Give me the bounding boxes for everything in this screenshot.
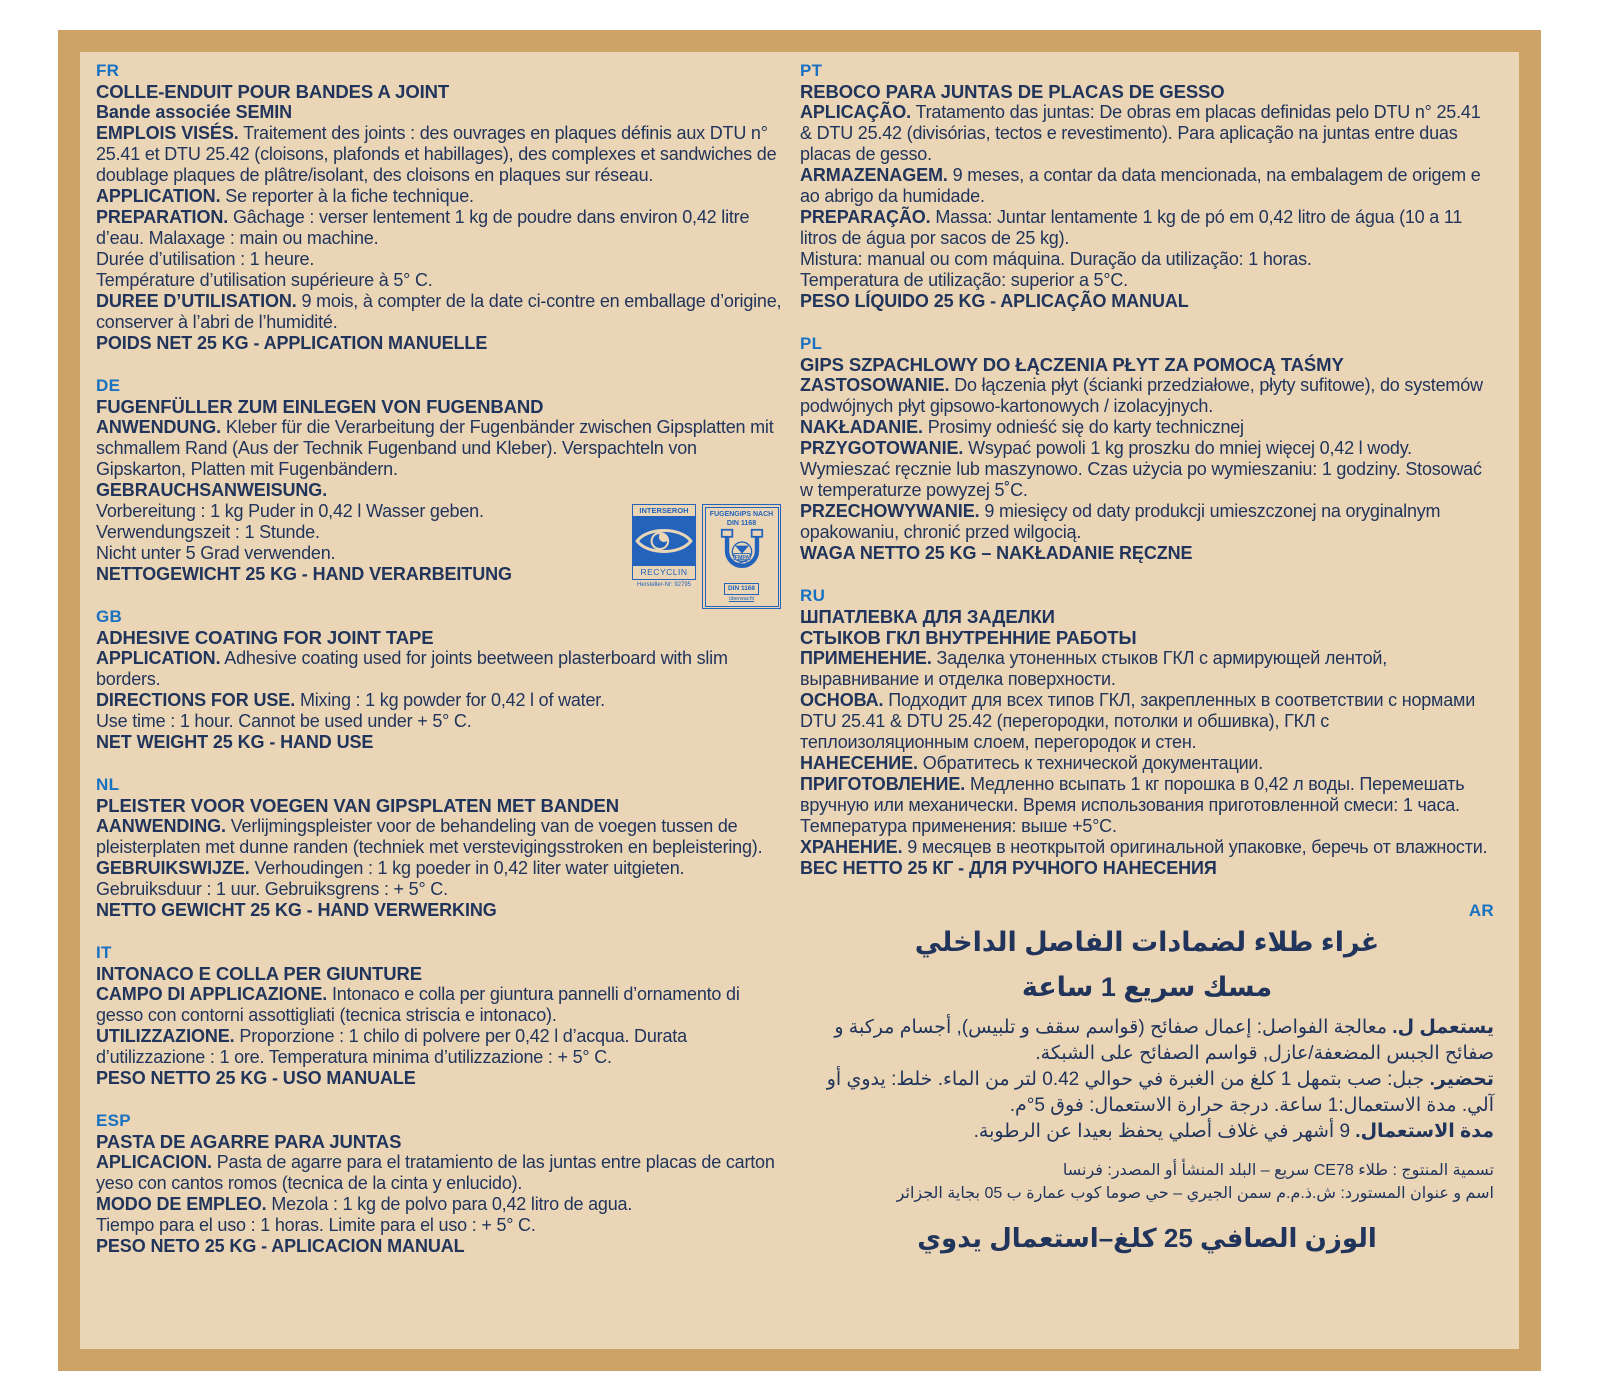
- section-pl: [800, 333, 1494, 564]
- paragraph-text-ar: معالجة الفواصل: إعمال صفائح (قواسم سقف و تلبيس), أجسام مركبة و صفائح الجبس المضعفة/عازل, قواسم الصفائح على الشبكة.: [834, 1017, 1494, 1064]
- paragraph-text-ru: Заделка утоненных стыков ГКЛ с армирующей лентой, выравнивание и отделка поверхности.: [800, 648, 1388, 689]
- paragraph-pl: [800, 543, 1494, 564]
- section-gb: [96, 606, 784, 753]
- paragraph-text-pt: Temperatura de utilização: superior a 5°C.: [800, 270, 1128, 290]
- paragraph-pt: [800, 270, 1494, 291]
- paragraph-text-esp: Pasta de agarre para el tratamiento de las juntas entre placas de carton yeso con cantos romos (tecnica de la cinta y enlucido).: [96, 1152, 775, 1193]
- lead-de: NETTOGEWICHT 25 KG - HAND VERARBEITUNG: [96, 564, 512, 584]
- lead-de: GEBRAUCHSANWEISUNG.: [96, 480, 328, 500]
- paragraph-nl: [96, 900, 784, 921]
- section-ar: [800, 900, 1494, 1255]
- paragraph-text-ru: 9 месяцев в неоткрытой оригинальной упаковке, беречь от влажности.: [907, 837, 1488, 857]
- paragraph-pl: [800, 417, 1494, 438]
- paragraph-text-pt: Tratamento das juntas: De obras em placas definidas pelo DTU n° 25.41 & DTU 25.42 (divisórias, tectos e revestimento). Para aplicação na juntas entre duas placas de gesso.: [800, 102, 1481, 164]
- paragraph-ru: [800, 690, 1494, 753]
- paragraph-text-esp: Tiempo para el uso : 1 horas. Limite para el uso : + 5° C.: [96, 1215, 536, 1235]
- lead-ru: ВЕС НЕТТО 25 КГ - ДЛЯ РУЧНОГО НАНЕСЕНИЯ: [800, 858, 1217, 878]
- paragraph-text-ar: جبل: صب بتمهل 1 كلغ من الغبرة في حوالي 0.42 لتر من الماء. خلط: يدوي أو آلي. مدة الاستعمال:1 ساعة. درجة حرارة الاستعمال: فوق 5°م.: [826, 1069, 1494, 1116]
- lead-ru: ХРАНЕНИЕ.: [800, 837, 903, 857]
- lead-fr: DUREE D’UTILISATION.: [96, 291, 297, 311]
- right-column: [800, 60, 1494, 1349]
- paragraph-pt: [800, 102, 1494, 165]
- paragraph-ru: [800, 837, 1494, 858]
- lang-code-it: IT: [96, 943, 112, 962]
- paragraph-text-nl: Verlijmingspleister voor de behandeling van de voegen tussen de pleisterplaten met dunne randen (techniek met verstevigingsstroken en bepleistering).: [96, 816, 763, 857]
- section-title-ru: ШПАТЛЕВКА ДЛЯ ЗАДЕЛКИ: [800, 606, 1055, 627]
- section-title-de: FUGENFÜLLER ZUM EINLEGEN VON FUGENBAND: [96, 396, 544, 417]
- paragraph-text-fr: Traitement des joints : des ouvrages en plaques définis aux DTU n° 25.41 et DTU 25.42 (cloisons, plafonds et habillages), des complexes et sandwiches de doublage plaques de plâtre/isolant, des cloisons en plaques sur réseau.: [96, 123, 777, 185]
- paragraph-text-nl: Gebruiksduur : 1 uur. Gebruiksgrens : + 5° C.: [96, 879, 448, 899]
- paragraph-pt: [800, 249, 1494, 270]
- lead-pl: PRZYGOTOWANIE.: [800, 438, 964, 458]
- paragraph-text-fr: Se reporter à la fiche technique.: [225, 186, 474, 206]
- lang-code-gb: GB: [96, 607, 123, 626]
- section-title-gb: ADHESIVE COATING FOR JOINT TAPE: [96, 627, 434, 648]
- note-line-ar: تسمية المنتوج : طلاء CE78 سريع – البلد المنشأ أو المصدر: فرنسا: [1062, 1162, 1494, 1179]
- paragraph-esp: [96, 1194, 784, 1215]
- fugengips-header-line2: DIN 1168: [726, 519, 757, 527]
- section-it: [96, 942, 784, 1089]
- lead-ru: ОСНОВА.: [800, 690, 884, 710]
- paragraph-text-pl: Do łączenia płyt (ścianki przedziałowe, płyty sufitowe), do systemów podwójnych płyt gipsowo-kartonowych / izolacyjnych.: [800, 375, 1483, 416]
- paragraph-esp: [96, 1236, 784, 1257]
- lang-code-ar: AR: [1468, 901, 1494, 920]
- paragraph-pl: [800, 375, 1494, 417]
- paragraph-text-gb: Use time : 1 hour. Cannot be used under + 5° C.: [96, 711, 472, 731]
- paragraph-fr: [96, 333, 784, 354]
- lang-code-pt: PT: [800, 61, 823, 80]
- interseroh-box: [632, 504, 696, 580]
- paragraph-it: [96, 1026, 784, 1068]
- section-title-esp: PASTA DE AGARRE PARA JUNTAS: [96, 1131, 402, 1152]
- paragraph-ar: [800, 1119, 1494, 1145]
- paragraph-text-ar: 9 أشهر في غلاف أصلي يحفظ بعيدا عن الرطوبة.: [973, 1121, 1351, 1142]
- interseroh-name: INTERSEROH: [633, 505, 695, 517]
- paragraph-pl: [800, 501, 1494, 543]
- paragraph-text-pl: Wsypać powoli 1 kg proszku do mniej więcej 0,42 l wody. Wymieszać ręcznie lub maszynowo. Czas użycia po wymieszaniu: 1 godziny. Stosować w temperaturze powyzej 5˚C.: [800, 438, 1482, 500]
- paragraph-text-pt: Mistura: manual ou com máquina. Duração da utilização: 1 horas.: [800, 249, 1312, 269]
- lead-ar: مدة الاستعمال.: [1355, 1121, 1494, 1142]
- paragraph-pt: [800, 207, 1494, 249]
- lang-code-esp: ESP: [96, 1111, 131, 1130]
- label-panel: [58, 30, 1541, 1371]
- paragraph-pt: [800, 165, 1494, 207]
- notes-ar: [800, 1159, 1494, 1205]
- lead-fr: POIDS NET 25 KG - APPLICATION MANUELLE: [96, 333, 488, 353]
- lead-it: UTILIZZAZIONE.: [96, 1026, 235, 1046]
- paragraph-text-gb: Mixing : 1 kg powder for 0,42 l of water.: [299, 690, 605, 710]
- section-title-pl: GIPS SZPACHLOWY DO ŁĄCZENIA PŁYT ZA POMOCĄ TAŚMY: [800, 354, 1344, 375]
- svg-text:FMPA: FMPA: [734, 554, 749, 561]
- paragraph-text-pt: 9 meses, a contar da data mencionada, na embalagem de origem e ao abrigo da humidade.: [800, 165, 1481, 206]
- paragraph-gb: [96, 711, 784, 732]
- paragraph-text-esp: Mezola : 1 kg de polvo para 0,42 litro de agua.: [271, 1194, 633, 1214]
- paragraph-text-fr: 9 mois, à compter de la date ci-contre en emballage d’origine, conserver à l’abri de l’humidité.: [96, 291, 782, 332]
- lead-pl: WAGA NETTO 25 KG – NAKŁADANIE RĘCZNE: [800, 543, 1193, 563]
- paragraph-it: [96, 1068, 784, 1089]
- lead-gb: APPLICATION.: [96, 648, 221, 668]
- section-fr: [96, 60, 784, 354]
- lead-ru: ПРИГОТОВЛЕНИЕ.: [800, 774, 966, 794]
- paragraph-fr: [96, 102, 784, 123]
- paragraph-fr: [96, 249, 784, 270]
- lead-nl: AANWENDING.: [96, 816, 226, 836]
- lead-pl: NAKŁADANIE.: [800, 417, 923, 437]
- fugengips-logo: [702, 504, 781, 609]
- paragraph-gb: [96, 690, 784, 711]
- lead-pt: PREPARAÇÃO.: [800, 207, 931, 227]
- section-title-pt: REBOCO PARA JUNTAS DE PLACAS DE GESSO: [800, 81, 1225, 102]
- fugengips-header-line1: FUGENGIPS NACH: [709, 510, 774, 518]
- paragraph-text-de: Vorbereitung : 1 kg Puder in 0,42 l Wasser geben.: [96, 501, 484, 521]
- paragraph-ru: [800, 858, 1494, 879]
- section-title-ar: غراء طلاء لضمادات الفاصل الداخلي: [914, 927, 1380, 957]
- paragraph-text-ru: Подходит для всех типов ГКЛ, закрепленных в соответствии с нормами DTU 25.41 & DTU 25.42 (перегородки, потолки и обшивка), ГКЛ с теплоизоляционным слоем, перегородок и стен.: [800, 690, 1476, 752]
- lang-code-ru: RU: [800, 586, 826, 605]
- paragraph-gb: [96, 648, 784, 690]
- fugengips-magnet-icon: [711, 528, 773, 572]
- paragraph-text-de: Kleber für die Verarbeitung der Fugenbänder zwischen Gipsplatten mit schmallem Rand (Aus der Technik Fugenband und Kleber). Verspachteln von Gipskarton, Platten mit Fugenbändern.: [96, 417, 774, 479]
- lead-pt: PESO LÍQUIDO 25 KG - APLICAÇÃO MANUAL: [800, 291, 1189, 311]
- lang-code-nl: NL: [96, 775, 120, 794]
- paragraph-text-de: Verwendungszeit : 1 Stunde.: [96, 522, 320, 542]
- section-esp: [96, 1110, 784, 1257]
- paragraph-gb: [96, 732, 784, 753]
- lang-code-de: DE: [96, 376, 121, 395]
- interseroh-logo: [632, 504, 696, 590]
- paragraph-text-it: Proporzione : 1 chilo di polvere per 0,42 l d’acqua. Durata d’utilizzazione : 1 ore. Temperatura minima d’utilizzazione : + 5° C.: [96, 1026, 687, 1067]
- label-content: [80, 52, 1519, 1349]
- paragraph-text-gb: Adhesive coating used for joints beetween plasterboard with slim borders.: [96, 648, 728, 689]
- lead-nl: NETTO GEWICHT 25 KG - HAND VERWERKING: [96, 900, 497, 920]
- lead-fr: APPLICATION.: [96, 186, 221, 206]
- section-nl: [96, 774, 784, 921]
- certification-logos: [632, 504, 781, 609]
- lead-ar: تحضير.: [1429, 1069, 1494, 1090]
- section-title-ar: مسك سريع 1 ساعة: [1021, 972, 1273, 1002]
- paragraph-text-it: Intonaco e colla per giuntura pannelli d’ornamento di gesso con contorni assottigliati (tecnica striscia e intonaco).: [96, 984, 740, 1025]
- lead-ru: НАНЕСЕНИЕ.: [800, 753, 918, 773]
- paragraph-ru: [800, 774, 1494, 837]
- paragraph-esp: [96, 1215, 784, 1236]
- interseroh-recyclin-label: RECYCLIN: [633, 565, 695, 579]
- lead-fr: PREPARATION.: [96, 207, 229, 227]
- paragraph-text-pt: Massa: Juntar lentamente 1 kg de pó em 0,42 litro de água (10 a 11 litros de água por sacos de 25 kg).: [800, 207, 1463, 248]
- paragraph-text-fr: Gâchage : verser lentement 1 kg de poudre dans environ 0,42 litre d’eau. Malaxage : main ou machine.: [96, 207, 750, 248]
- paragraph-ar: [800, 1067, 1494, 1119]
- paragraph-fr: [96, 207, 784, 249]
- paragraph-text-ru: Медленно всыпать 1 кг порошка в 0,42 л воды. Перемешать вручную или механически. Время использования приготовленной смеси: 1 часа. Температура применения: выше +5°С.: [800, 774, 1465, 836]
- paragraph-fr: [96, 291, 784, 333]
- lead-ru: ПРИМЕНЕНИЕ.: [800, 648, 932, 668]
- lead-ar: يستعمل ل.: [1392, 1017, 1494, 1038]
- lead-it: CAMPO DI APPLICAZIONE.: [96, 984, 328, 1004]
- lead-pl: ZASTOSOWANIE.: [800, 375, 950, 395]
- paragraph-fr: [96, 270, 784, 291]
- lang-code-fr: FR: [96, 61, 120, 80]
- lead-de: ANWENDUNG.: [96, 417, 221, 437]
- paragraph-fr: [96, 123, 784, 186]
- interseroh-eye-icon: [633, 517, 695, 565]
- lead-fr: EMPLOIS VISÉS.: [96, 123, 239, 143]
- paragraph-ru: [800, 648, 1494, 690]
- paragraph-text-fr: Température d’utilisation supérieure à 5° C.: [96, 270, 433, 290]
- lead-fr: Bande associée SEMIN: [96, 102, 293, 122]
- lead-esp: MODO DE EMPLEO.: [96, 1194, 267, 1214]
- net-weight-line-ar: الوزن الصافي 25 كلغ–استعمال يدوي: [917, 1223, 1377, 1253]
- lead-esp: APLICACION.: [96, 1152, 212, 1172]
- paragraph-text-pl: Prosimy odnieść się do karty technicznej: [927, 417, 1244, 437]
- paragraph-ru: [800, 753, 1494, 774]
- section-title-fr: COLLE-ENDUIT POUR BANDES A JOINT: [96, 81, 450, 102]
- fugengips-box: [705, 507, 779, 607]
- section-pt: [800, 60, 1494, 312]
- lead-pl: PRZECHOWYWANIE.: [800, 501, 980, 521]
- paragraph-text-pl: 9 miesięcy od daty produkcji umieszczonej na oryginalnym opakowaniu, chronić przed wilgocią.: [800, 501, 1441, 542]
- lead-gb: DIRECTIONS FOR USE.: [96, 690, 296, 710]
- note-line-ar: اسم و عنوان المستورد: ش.ذ.م.م سمن الجيري – حي صوما كوب عمارة ب 05 بجاية الجزائر: [896, 1185, 1494, 1202]
- paragraph-text-nl: Verhoudingen : 1 kg poeder in 0,42 liter water uitgieten.: [254, 858, 685, 878]
- paragraph-text-ru: Обратитесь к технической документации.: [922, 753, 1264, 773]
- paragraph-de: [96, 417, 784, 480]
- lead-nl: GEBRUIKSWIJZE.: [96, 858, 250, 878]
- lang-code-pl: PL: [800, 334, 823, 353]
- lead-esp: PESO NETO 25 KG - APLICACION MANUAL: [96, 1236, 465, 1256]
- lead-pt: ARMAZENAGEM.: [800, 165, 948, 185]
- section-ru: [800, 585, 1494, 879]
- paragraph-de: [96, 480, 784, 501]
- paragraph-text-fr: Durée d’utilisation : 1 heure.: [96, 249, 315, 269]
- paragraph-ar: [800, 1015, 1494, 1067]
- paragraph-nl: [96, 858, 784, 879]
- paragraph-nl: [96, 879, 784, 900]
- lead-gb: NET WEIGHT 25 KG - HAND USE: [96, 732, 374, 752]
- paragraph-pl: [800, 438, 1494, 501]
- lead-it: PESO NETTO 25 KG - USO MANUALE: [96, 1068, 416, 1088]
- lead-pt: APLICAÇÃO.: [800, 102, 911, 122]
- paragraph-it: [96, 984, 784, 1026]
- fugengips-footer: überwacht: [728, 595, 755, 602]
- paragraph-text-de: Nicht unter 5 Grad verwenden.: [96, 543, 336, 563]
- section-title-ru: СТЫКОВ ГКЛ ВНУТРЕННИЕ РАБОТЫ: [800, 627, 1137, 648]
- left-column: [96, 60, 784, 1349]
- paragraph-nl: [96, 816, 784, 858]
- section-title-it: INTONACO E COLLA PER GIUNTURE: [96, 963, 422, 984]
- paragraph-fr: [96, 186, 784, 207]
- fugengips-din-box: DIN 1168: [724, 583, 759, 595]
- section-title-nl: PLEISTER VOOR VOEGEN VAN GIPSPLATEN MET BANDEN: [96, 795, 620, 816]
- paragraph-pt: [800, 291, 1494, 312]
- paragraph-esp: [96, 1152, 784, 1194]
- interseroh-caption: Hersteller-Nr: 92795: [636, 582, 692, 588]
